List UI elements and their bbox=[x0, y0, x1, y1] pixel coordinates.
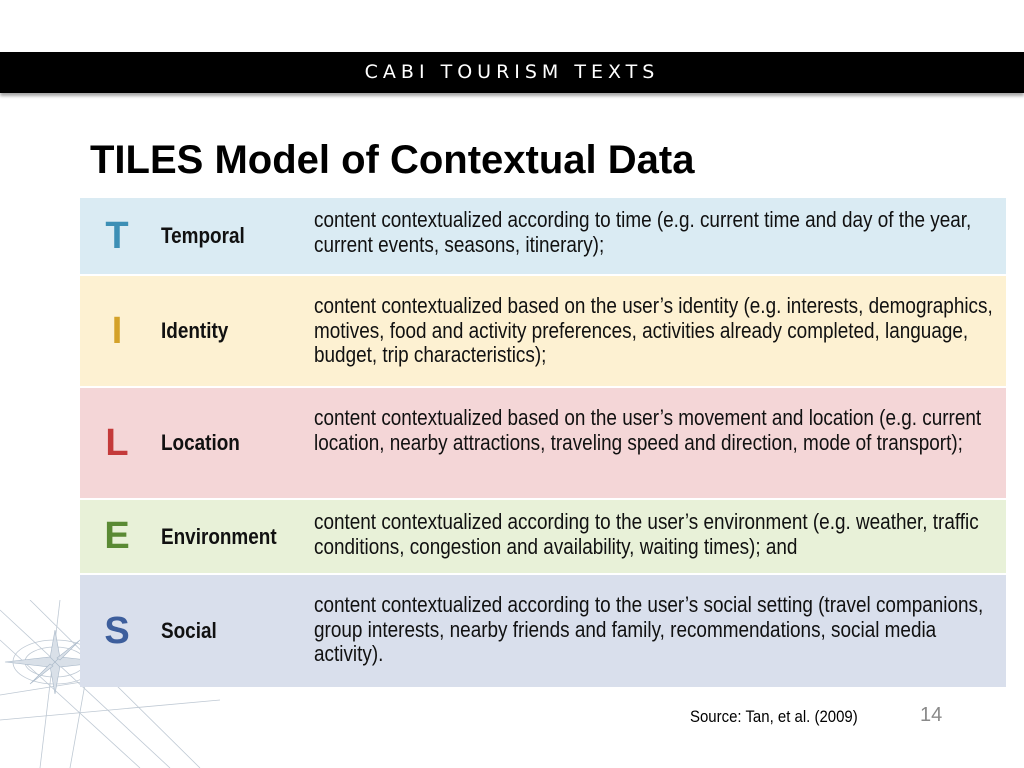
tile-name: Identity bbox=[161, 318, 229, 343]
tile-description: content contextualized according to the user’s social setting (travel companions, group interests, nearby friends and family, recommendations, social media activity). bbox=[314, 592, 984, 666]
tile-letter: E bbox=[104, 515, 130, 557]
header-title: CABI TOURISM TEXTS bbox=[364, 61, 660, 83]
tile-name: Location bbox=[161, 430, 240, 455]
tile-row-social bbox=[80, 575, 1006, 687]
slide-title: TILES Model of Contextual Data bbox=[90, 138, 695, 182]
tile-row-identity bbox=[80, 276, 1006, 388]
tile-description: content contextualized according to the user’s environment (e.g. weather, traffic conditions, congestion and availability, waiting times); and bbox=[314, 509, 979, 559]
tile-letter: S bbox=[104, 609, 130, 652]
tile-name: Temporal bbox=[161, 223, 245, 248]
tile-description: content contextualized according to time (e.g. current time and day of the year, current events, seasons, itinerary); bbox=[314, 207, 972, 257]
page-number: 14 bbox=[920, 704, 943, 726]
tile-letter: I bbox=[111, 309, 123, 352]
source-citation: Source: Tan, et al. (2009) bbox=[690, 707, 858, 726]
tile-row-environment bbox=[80, 500, 1006, 575]
header-bar bbox=[0, 52, 1024, 93]
tile-row-temporal bbox=[80, 198, 1006, 276]
tile-letter: L bbox=[105, 421, 129, 464]
tile-row-location bbox=[80, 388, 1006, 500]
tile-letter: T bbox=[105, 214, 129, 257]
tile-name: Social bbox=[161, 618, 217, 643]
tile-description: content contextualized based on the user’s movement and location (e.g. current location, nearby attractions, traveling speed and direction, mode of transport); bbox=[314, 405, 982, 455]
tiles-table bbox=[80, 198, 1006, 687]
tile-name: Environment bbox=[161, 523, 277, 549]
tile-description: content contextualized based on the user’s identity (e.g. interests, demographics, motives, food and activity preferences, activities already completed, language, budget, trip characteristics); bbox=[314, 293, 993, 367]
